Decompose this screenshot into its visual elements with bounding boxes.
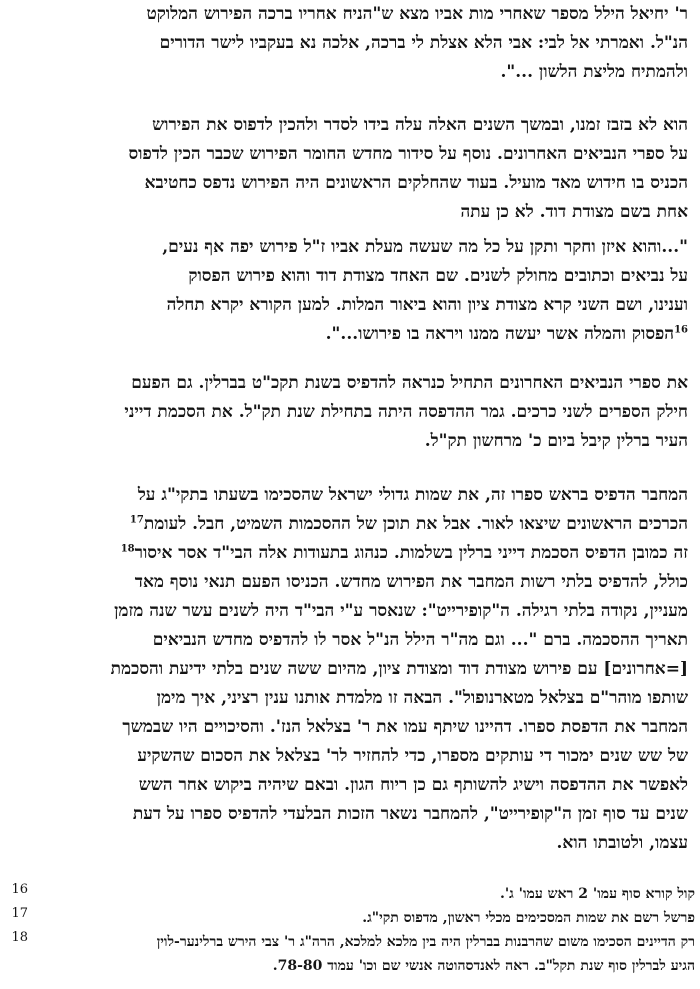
paragraph-line: כולל, להדפיס בלתי רשות המחבר את הפירוש מחדש. הכניסו הפעם תנאי נוסף מאד bbox=[134, 572, 688, 592]
paragraph-line: חילק הספרים לשני כרכים. גמר ההדפסה היתה בתחילת שנת תק"ל. את הסכמת דייני bbox=[124, 402, 688, 422]
paragraph-line: וענינו, ושם השני קרא מצודת ציון והוא ביאור המלות. למען הקורא יקרא תחלה bbox=[166, 295, 688, 315]
paragraph-line: הוא לא בזבז זמנו, ובמשך השנים האלה עלה בידו לסדר ולהכין לדפוס את הפירוש bbox=[152, 115, 688, 135]
paragraph-line: המחבר הדפיס בראש ספרו זה, את שמות גדולי ישראל שהסכימו בשעתו בתקי"ג על bbox=[137, 485, 688, 505]
paragraph-line: הנ"ל. ואמרתי אל לבי: אבי הלא אצלת לי ברכה, אלכה נא בעקביו לישר הדורים bbox=[159, 33, 688, 53]
paragraph-line: [=אחרונים] עם פירוש מצודת דוד ומצודת ציון, מהיום ששה שנים בלתי ידיעת והסכמת bbox=[110, 659, 688, 679]
paragraph-line: $^{16}$הפסוק והמלה אשר יעשה ממנו ויראה בו פירושו...". bbox=[325, 324, 688, 344]
paragraph-line: אחת בשם מצודת דוד. לא כן עתה bbox=[460, 202, 688, 222]
footnote-number: 18 bbox=[11, 930, 28, 945]
paragraph-line: העיר ברלין קיבל ביום כ' מרחשון תק"ל. bbox=[424, 431, 688, 451]
footnote-18 bbox=[0, 930, 695, 978]
paragraph-line: זה כמובן הדפיס הסכמת דייני ברלין בשלמות. כנהוג בתעודות אלה הבי"ד אסר איסור$^{18}$ bbox=[120, 543, 688, 563]
paragraph-line: על ספרי הנביאים האחרונים. נוסף על סידור מחדש החומר הפירוש שכבר הכין לדפוס bbox=[128, 144, 688, 164]
paragraph-line: מעניין, נקודה בלתי רגילה. ה"קופירייט": שנאסר ע"י הבי"ד היה לשנים עשר שנה מזמן bbox=[114, 601, 688, 621]
paragraph-line: את ספרי הנביאים האחרונים התחיל כנראה להדפיס בשנת תקכ"ט בברלין. גם הפעם bbox=[131, 373, 688, 393]
footnote-number: 17 bbox=[11, 906, 28, 921]
footnote-text: פרשל רשם את שמות המסכימים מכלי ראשון, מדפוס תקי"ג. bbox=[362, 910, 695, 926]
paragraph-line: "...והוא איזן וחקר ותקן על כל מה שעשה מעלת אביו ז"ל פירוש יפה אף נעים, bbox=[162, 237, 688, 257]
footnote-ref-18: 18 bbox=[120, 543, 135, 555]
paragraph-line: המחבר את הדפסת ספרו. דהיינו שיתף עמו את ר' בצלאל הנז'. והסיכויים היו שבמשך bbox=[122, 717, 688, 737]
paragraph-1 bbox=[8, 0, 688, 87]
footnote-ref-17: 17 bbox=[129, 514, 144, 526]
footnote-16 bbox=[0, 882, 695, 906]
paragraph-line: הכרכים הראשונים שיצאו לאור. אבל את תוכן של ההסכמות השמיט, חבל. לעומת$^{17}$ bbox=[129, 514, 688, 534]
footnote-text: הגיע לברלין סוף שנת תקל"ב. ראה לאנדסהוטה אנשי שם וכו' עמוד 78-80. bbox=[272, 958, 695, 974]
paragraph-line: שנים עד סוף זמן ה"קופירייט", להמחבר נשאר הזכות הבלעדי להדפיס ספרו על דעת bbox=[132, 804, 688, 824]
paragraph-line: ר' יחיאל הילל מספר שאחרי מות אביו מצא ש"הניח אחריו ברכה הפירוש המלוקט bbox=[146, 4, 688, 24]
paragraph-4 bbox=[8, 369, 688, 456]
footnote-17 bbox=[0, 906, 695, 930]
paragraph-line: ולהמתיח מליצת הלשון ...". bbox=[500, 62, 688, 82]
footnote-text: רק הדיינים הסכימו משום שהרבנות בברלין היה בין מלכא למלכא, הרה"ג ר' צבי הירש ברלינער-לוין bbox=[156, 934, 695, 950]
paragraph-line: הכניס בו חידוש מאד מועיל. בעוד שהחלקים הראשונים היה הפירוש נדפס כחטיבא bbox=[144, 173, 688, 193]
paragraph-line: על נביאים וכתובים מחולק לשנים. שם האחד מצודת דוד והוא פירוש הפסוק bbox=[188, 266, 688, 286]
paragraph-line: של שש שנים ימכור די עותקים מספרו, כדי להחזיר לר' בצלאל את הסכום שהשקיע bbox=[137, 746, 688, 766]
footnote-ref-16: 16 bbox=[674, 324, 688, 336]
paragraph-2 bbox=[8, 111, 688, 227]
paragraph-line: תאריך ההסכמה. ברם "... וגם מה"ר הילל הנ"ל אסר לו להדפיס מחדש הנביאים bbox=[152, 630, 688, 650]
footnote-text: קול קורא סוף עמו' 2 ראש עמו' ג'. bbox=[500, 886, 695, 902]
paragraph-3-quote bbox=[8, 233, 688, 349]
paragraph-5 bbox=[8, 481, 688, 858]
paragraph-line: שותפו מוהר"ם בצלאל מטארנופול". הבאה זו מלמדת אותנו ענין רציני, איך מימן bbox=[156, 688, 688, 708]
footnote-number: 16 bbox=[11, 882, 28, 897]
footnotes bbox=[0, 882, 695, 978]
paragraph-line: עצמו, ולטובתו הוא. bbox=[556, 833, 688, 853]
paragraph-line: לאפשר את ההדפסה וישיג להשותף גם כן ריוח הגון. ובאם שיהיה ביקוש אחר השש bbox=[138, 775, 688, 795]
